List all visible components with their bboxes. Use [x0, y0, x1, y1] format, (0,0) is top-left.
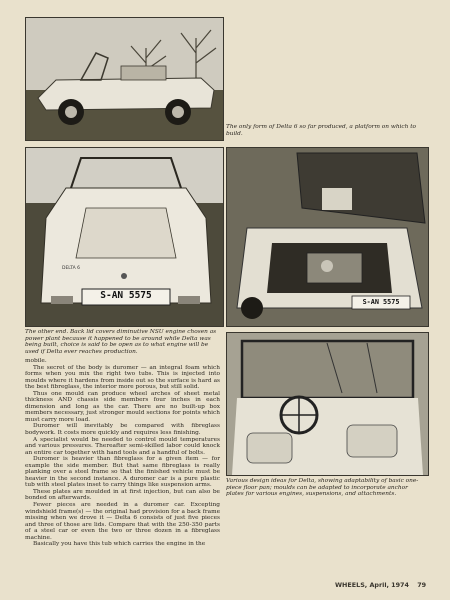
caption-left: The other end. Back lid covers diminutive NSU engine chosen as power plant because it happened to be around while Delta was being built, choice is said to be open as to what engine will be used if Delta ever reaches production.	[25, 329, 217, 355]
body-paragraph: Fewer pieces are needed in a duromer car. Excepting windshield frame(s) — the original had provision for a back frame missing when we drove it — Delta 6 consists of just five pieces and three of those are lids. Compare that with the 250-350 parts of a steel car or even the two or three dozen in a fibreglass machine.	[25, 502, 220, 541]
caption-right: Various design ideas for Delta, showing adaptability of basic one-piece floor pan; moulds can be adapted to incorporate anchor plates for various engines, suspensions, and attachments.	[226, 478, 419, 498]
body-paragraph: The secret of the body is duromer — an integral foam which forms when you mix the right two tubs. This is injected into moulds where it hardens from inside out so the surface is hard as the best fibreglass, the interior more porous, but still solid.	[25, 364, 220, 391]
photo-interior	[226, 332, 429, 476]
delta-badge: DELTA 6	[62, 266, 80, 271]
page-number: 79	[417, 581, 427, 589]
photo-car-rear	[25, 147, 224, 327]
body-paragraph: Basically you have this tub which carries the engine in the	[33, 541, 206, 548]
body-text	[25, 358, 220, 548]
photo-engine-bay	[226, 147, 429, 327]
body-paragraph: A specialist would be needed to control mould temperatures and various pressures. Thereafter semi-skilled labor could knock an entire car together with hand tools and a handful of bolts.	[25, 436, 220, 456]
footer-magazine: WHEELS, April, 1974	[335, 581, 409, 589]
page-footer	[335, 581, 426, 589]
body-paragraph: Duromer is heavier than fibreglass for a given item — for example the side member. But that same fibreglass is really planking over a steel frame so that the finished vehicle must be heavier in the second instance. A duromer car is a pure plastic tub with steel plates inset to carry things like suspension arms.	[25, 456, 220, 489]
body-paragraph: Duromer will inevitably be compared with fibreglass bodywork. It costs more quickly and requires less finishing.	[25, 423, 220, 437]
photo-car-side	[25, 17, 224, 141]
body-paragraph: mobile.	[25, 358, 47, 364]
license-plate-rear: S-AN 5575	[100, 290, 152, 301]
body-paragraph: Thus one mould can produce wheel arches of sheet metal thickness AND chassis side members four inches in each dimension and long as the car. There are no built-up box members necessary, just stronger mould sections for points which must carry more load.	[25, 390, 220, 423]
body-paragraph: These plates are moulded in at first injection, but can also be bonded on afterwards.	[25, 488, 220, 502]
license-plate-engine-view: S-AN 5575	[362, 298, 400, 306]
caption-top: The only form of Delta 6 so far produced, a platform on which to build.	[226, 124, 417, 137]
